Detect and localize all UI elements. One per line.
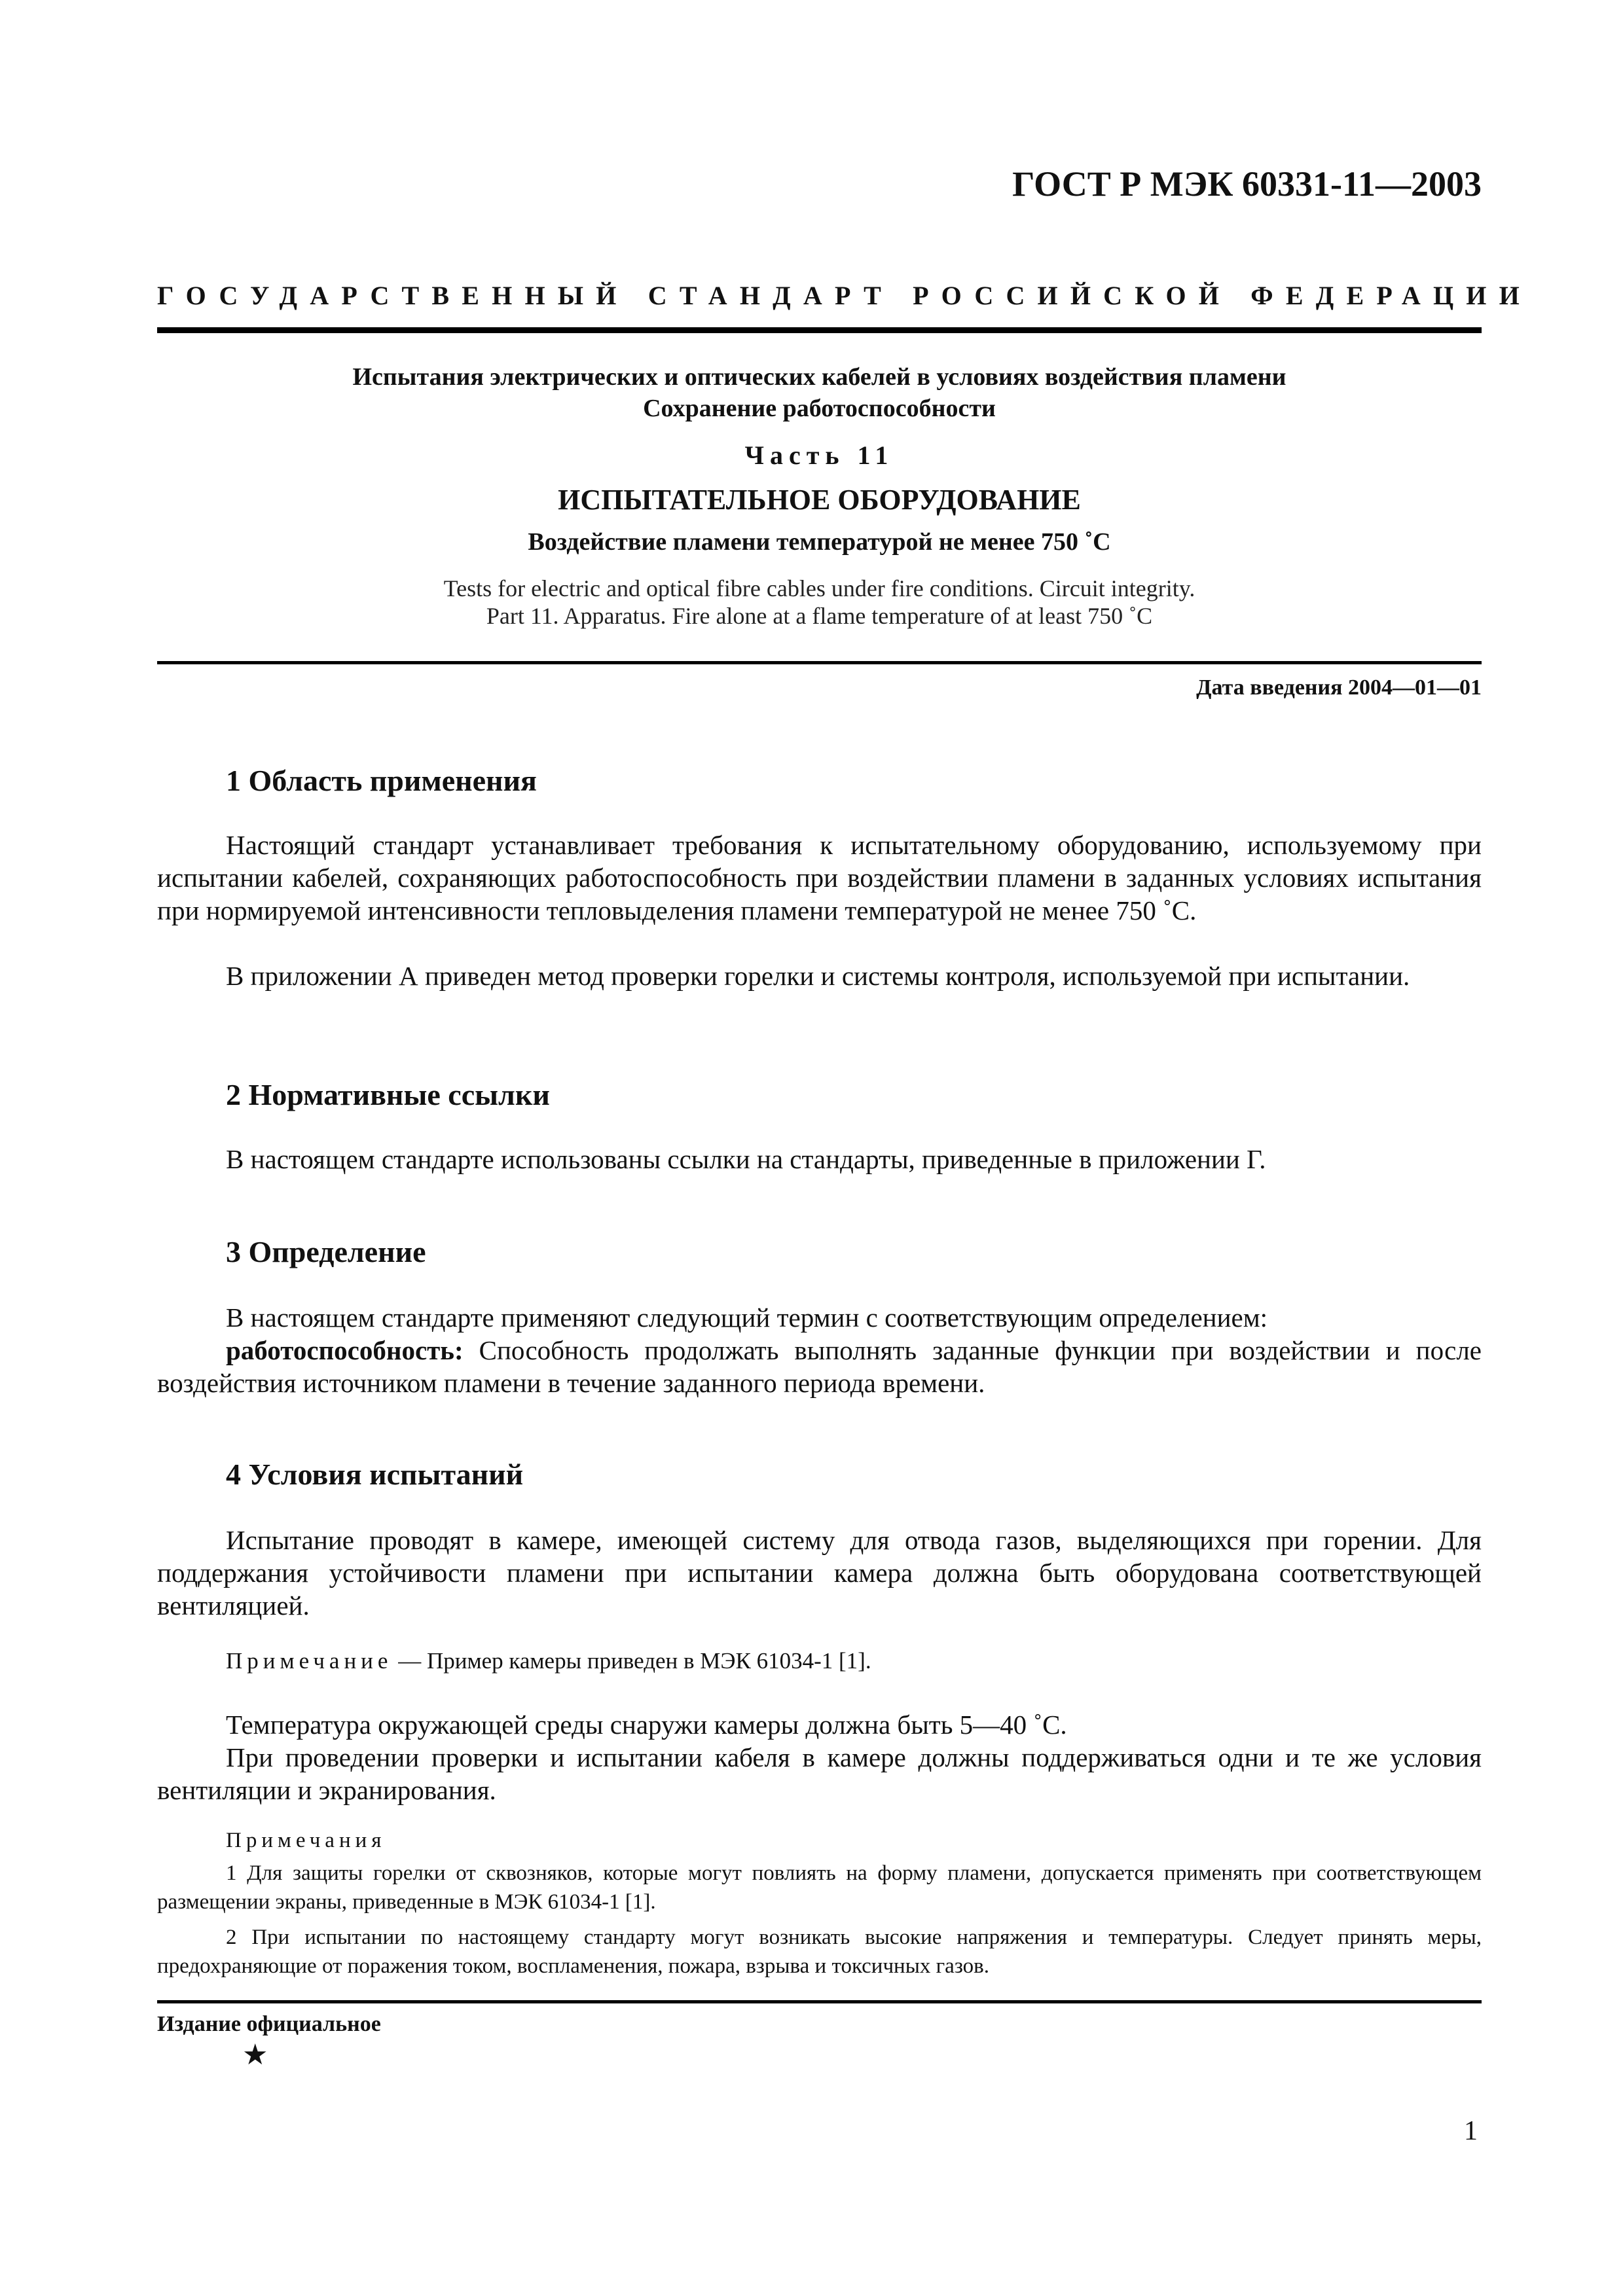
section-2-heading: 2 Нормативные ссылки: [226, 1078, 550, 1111]
header-rule: [157, 327, 1482, 333]
title-line-2: Сохранение работоспособности: [643, 395, 996, 422]
defined-term: работоспособность:: [226, 1335, 464, 1365]
title-block: [157, 361, 1482, 424]
state-standard-heading: ГОСУДАРСТВЕННЫЙ СТАНДАРТ РОССИЙСКОЙ ФЕДЕРАЦИИ: [157, 281, 1532, 310]
star-icon: ★: [242, 2039, 268, 2071]
section-4-note: [157, 1647, 1482, 1676]
section-3-paragraph-1: В настоящем стандарте применяют следующий термин с соответствующим определением:: [226, 1302, 1268, 1333]
introduction-date: Дата введения 2004—01—01: [1196, 675, 1482, 700]
section-2-paragraph-1: В настоящем стандарте использованы ссылки на стандарты, приведенные в приложении Г.: [226, 1144, 1266, 1174]
english-title-line-2: Part 11. Apparatus. Fire alone at a flame temperature of at least 750 ˚C: [486, 603, 1153, 629]
apparatus-title: ИСПЫТАТЕЛЬНОЕ ОБОРУДОВАНИЕ: [558, 484, 1081, 516]
part-number: Часть 11: [744, 440, 894, 470]
section-1-paragraph-1: Настоящий стандарт устанавливает требования к испытательному оборудованию, используемому при испытании кабелей, сохраняющих работоспособность при воздействии пламени в заданных условиях испытания при нормируемой интенсивности тепловыделения пламени температурой не менее 750 ˚С.: [157, 830, 1482, 925]
footer-rule: [157, 2000, 1482, 2003]
english-title-line-1: Tests for electric and optical fibre cables under fire conditions. Circuit integrity.: [443, 575, 1195, 601]
document-code: ГОСТ Р МЭК 60331-11—2003: [1012, 164, 1482, 204]
section-3-definition: [157, 1334, 1482, 1399]
section-4-paragraph-2: Температура окружающей среды снаружи камеры должна быть 5—40 ˚С.: [226, 1710, 1067, 1740]
note-text: — Пример камеры приведен в МЭК 61034-1 [1].: [392, 1648, 871, 1674]
notes-label: Примечания: [226, 1829, 386, 1852]
title-line-1: Испытания электрических и оптических кабелей в условиях воздействия пламени: [352, 363, 1286, 391]
note-label: Примечание: [226, 1648, 393, 1674]
section-4-note-1: 1 Для защиты горелки от сквозняков, которые могут повлиять на форму пламени, допускается применять при соответствующем размещении экраны, приведенные в МЭК 61034-1 [1].: [157, 1861, 1482, 1914]
edition-label: Издание официальное: [157, 2012, 381, 2036]
section-4-heading: 4 Условия испытаний: [226, 1458, 524, 1491]
section-3-heading: 3 Определение: [226, 1235, 426, 1268]
section-4-paragraph-3: При проведении проверки и испытании кабеля в камере должны поддерживаться одни и те же условия вентиляции и экранирования.: [157, 1742, 1482, 1805]
section-4-paragraph-1: Испытание проводят в камере, имеющей систему для отвода газов, выделяющихся при горении. Для поддержания устойчивости пламени при испытании камера должна быть оборудована соответствующей вентиляцией.: [157, 1525, 1482, 1621]
definition-text: Способность продолжать выполнять заданные функции при воздействии и после воздействия источником пламени в течение заданного периода времени.: [157, 1335, 1482, 1398]
page-number: 1: [1464, 2116, 1478, 2146]
subtitle: Воздействие пламени температурой не менее 750 ˚С: [528, 528, 1111, 556]
english-title: [157, 575, 1482, 630]
section-1-paragraph-2: В приложении А приведен метод проверки горелки и системы контроля, используемой при испытании.: [226, 961, 1410, 991]
section-4-note-2: 2 При испытании по настоящему стандарту могут возникать высокие напряжения и температуры. Следует принять меры, предохраняющие от поражения током, воспламенения, пожара, взрыва и токсичных газов.: [157, 1926, 1482, 1978]
title-rule: [157, 661, 1482, 664]
section-1-heading: 1 Область применения: [226, 764, 537, 797]
